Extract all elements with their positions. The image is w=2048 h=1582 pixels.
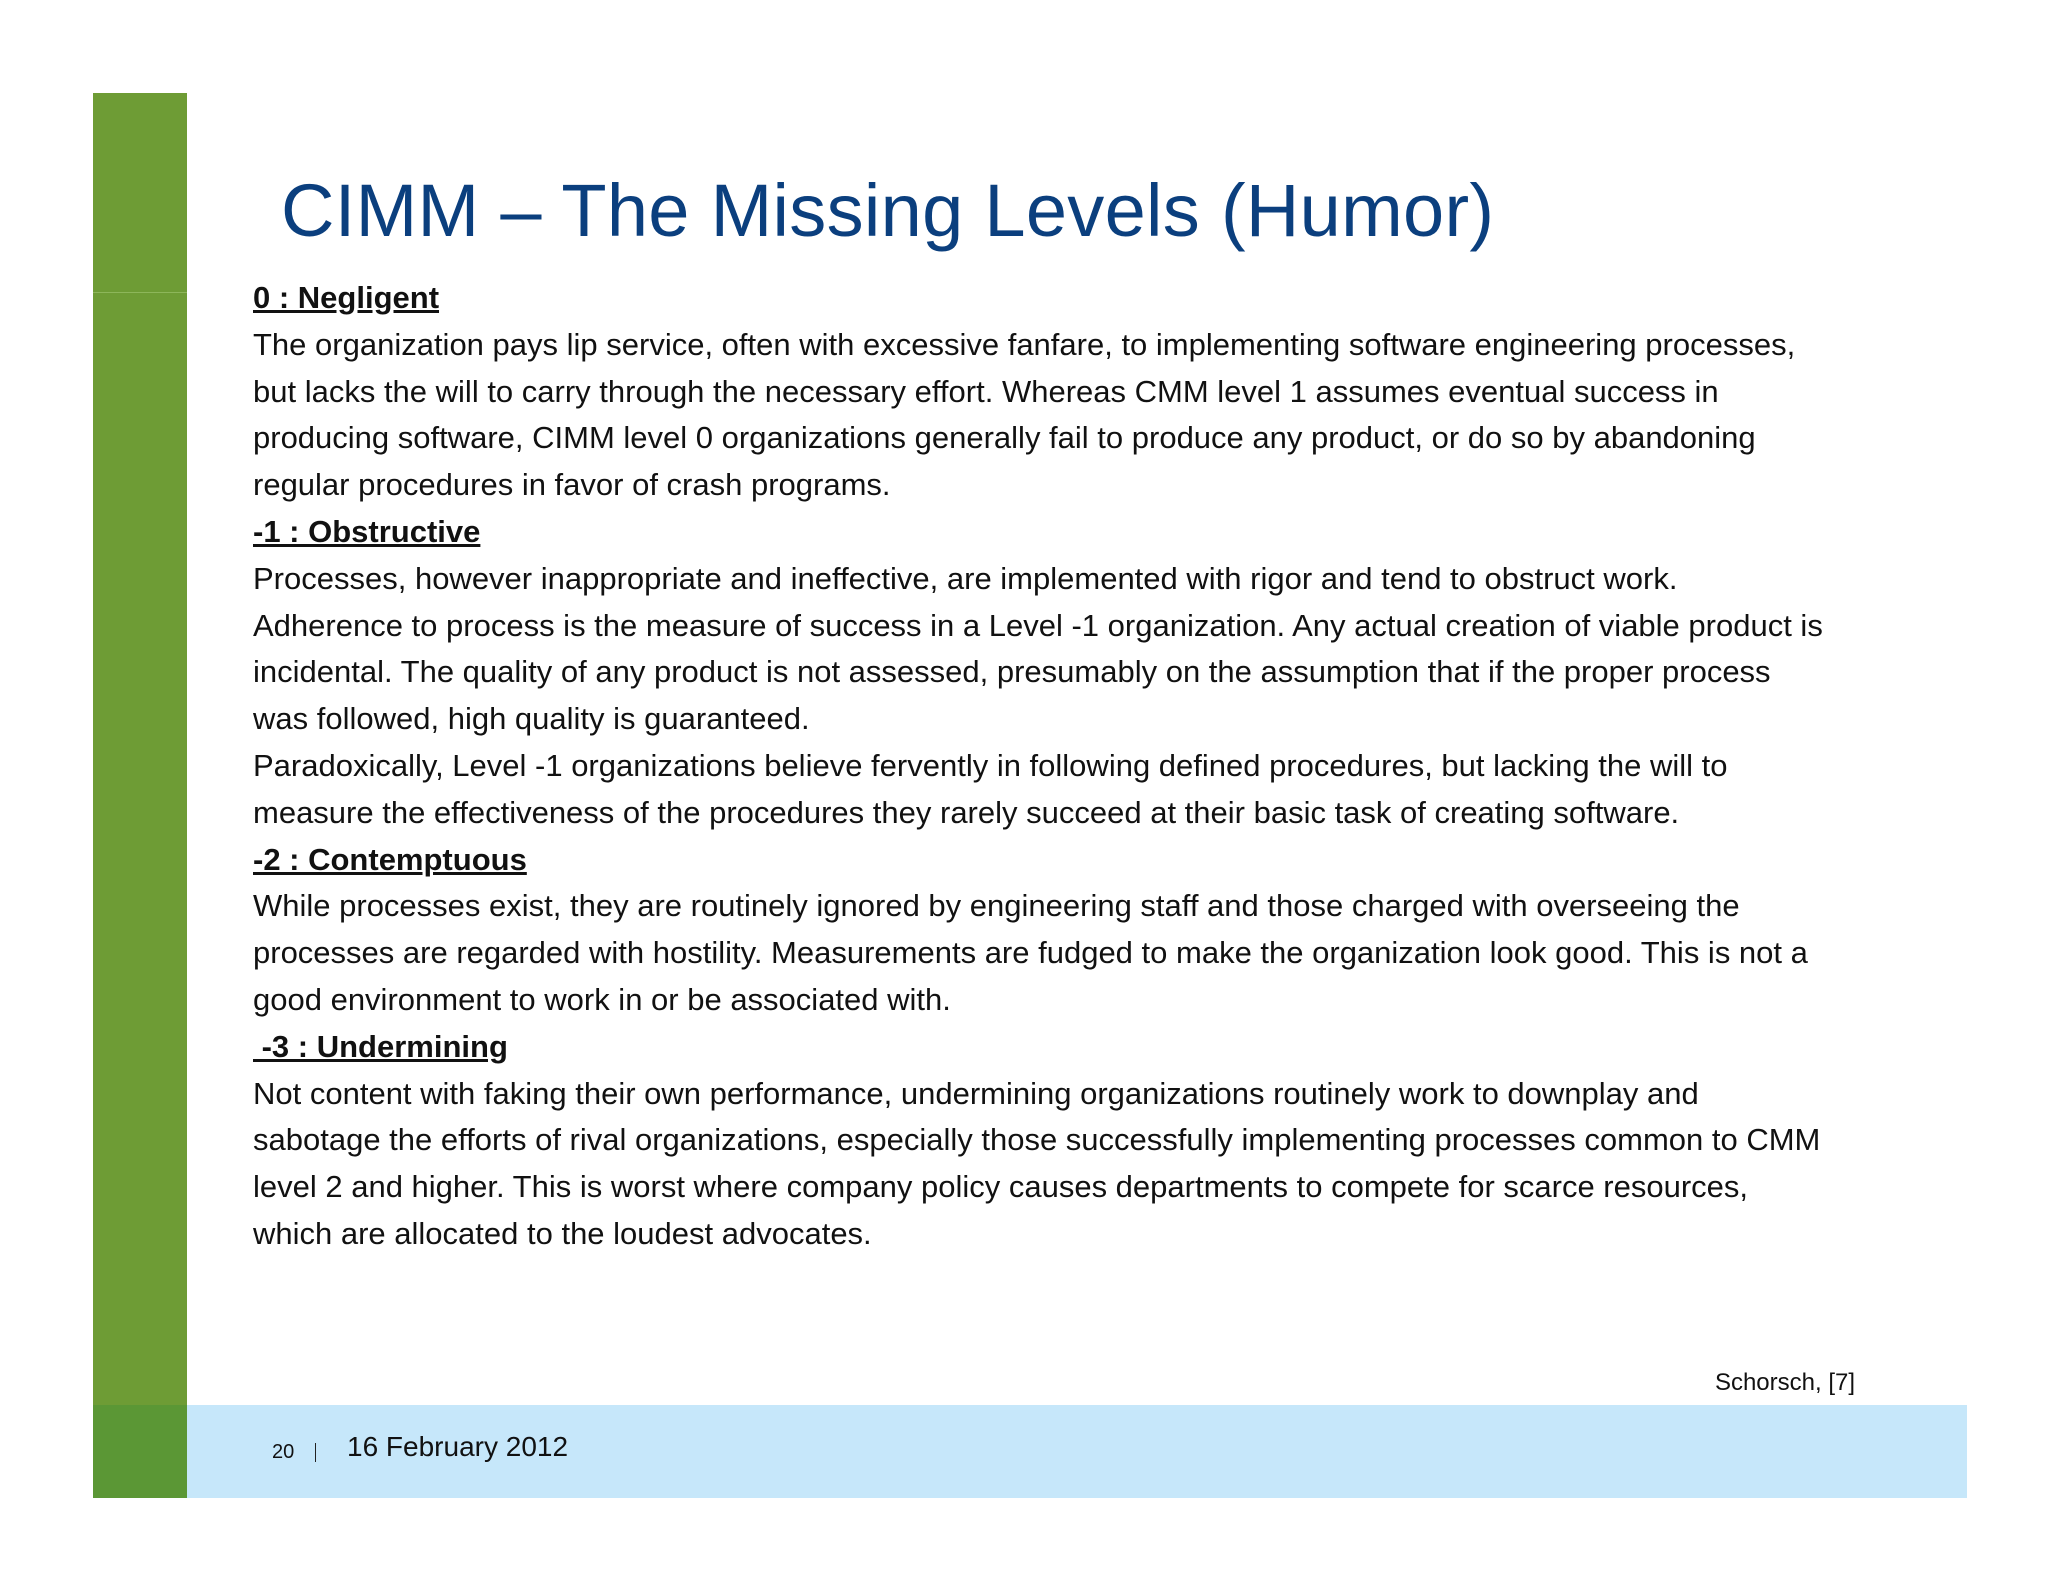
- level-0-heading: 0 : Negligent: [253, 280, 440, 315]
- accent-bar-divider: [93, 292, 187, 293]
- page-number: 20: [272, 1441, 295, 1463]
- footer-date: 16 February 2012: [347, 1431, 569, 1462]
- level-0-description: The organization pays lip service, often with excessive fanfare, to implementing software engineering processes, but lacks the will to carry through the necessary effort. Whereas CMM level 1 assumes eventual success in producing software, CIMM level 0 organizations generally fail to produce any product, or do so by abandoning regular procedures in favor of crash programs.: [253, 326, 1796, 503]
- level-minus-1-paradox: Paradoxically, Level -1 organizations believe fervently in following defined procedures, but lacking the will to measure the effectiveness of the procedures they rarely succeed at their basic task of creating software.: [253, 747, 1728, 830]
- level-minus-3-heading: -3 : Undermining: [253, 1028, 508, 1064]
- level-minus-2-heading: -2 : Contemptuous: [253, 841, 527, 877]
- accent-bar: [93, 93, 187, 1498]
- level-minus-1-description: Processes, however inappropriate and ineffective, are implemented with rigor and tend to obstruct work. Adherence to process is the measure of success in a Level -1 organization. Any actual creation of viable product is incidental. The quality of any product is not assessed, presumably on the assumption that if the proper process was followed, high quality is guaranteed.: [253, 560, 1823, 737]
- accent-bar-footer: [93, 1405, 187, 1498]
- level-minus-1-heading: -1 : Obstructive: [253, 513, 481, 549]
- level-minus-2-description: While processes exist, they are routinely ignored by engineering staff and those charged with overseeing the processes are regarded with hostility. Measurements are fudged to make the organization look good. This is not a good environment to work in or be associated with.: [253, 888, 1808, 1017]
- slide-title: CIMM – The Missing Levels (Humor): [281, 169, 1495, 252]
- footer-separator: [315, 1443, 316, 1462]
- citation: Schorsch, [7]: [1714, 1369, 1855, 1396]
- level-minus-3-description: Not content with faking their own performance, undermining organizations routinely work to downplay and sabotage the efforts of rival organizations, especially those successfully implementing processes common to CMM level 2 and higher. This is worst where company policy causes departments to compete for scarce resources, which are allocated to the loudest advocates.: [253, 1075, 1821, 1251]
- slide-body: [253, 275, 1833, 1258]
